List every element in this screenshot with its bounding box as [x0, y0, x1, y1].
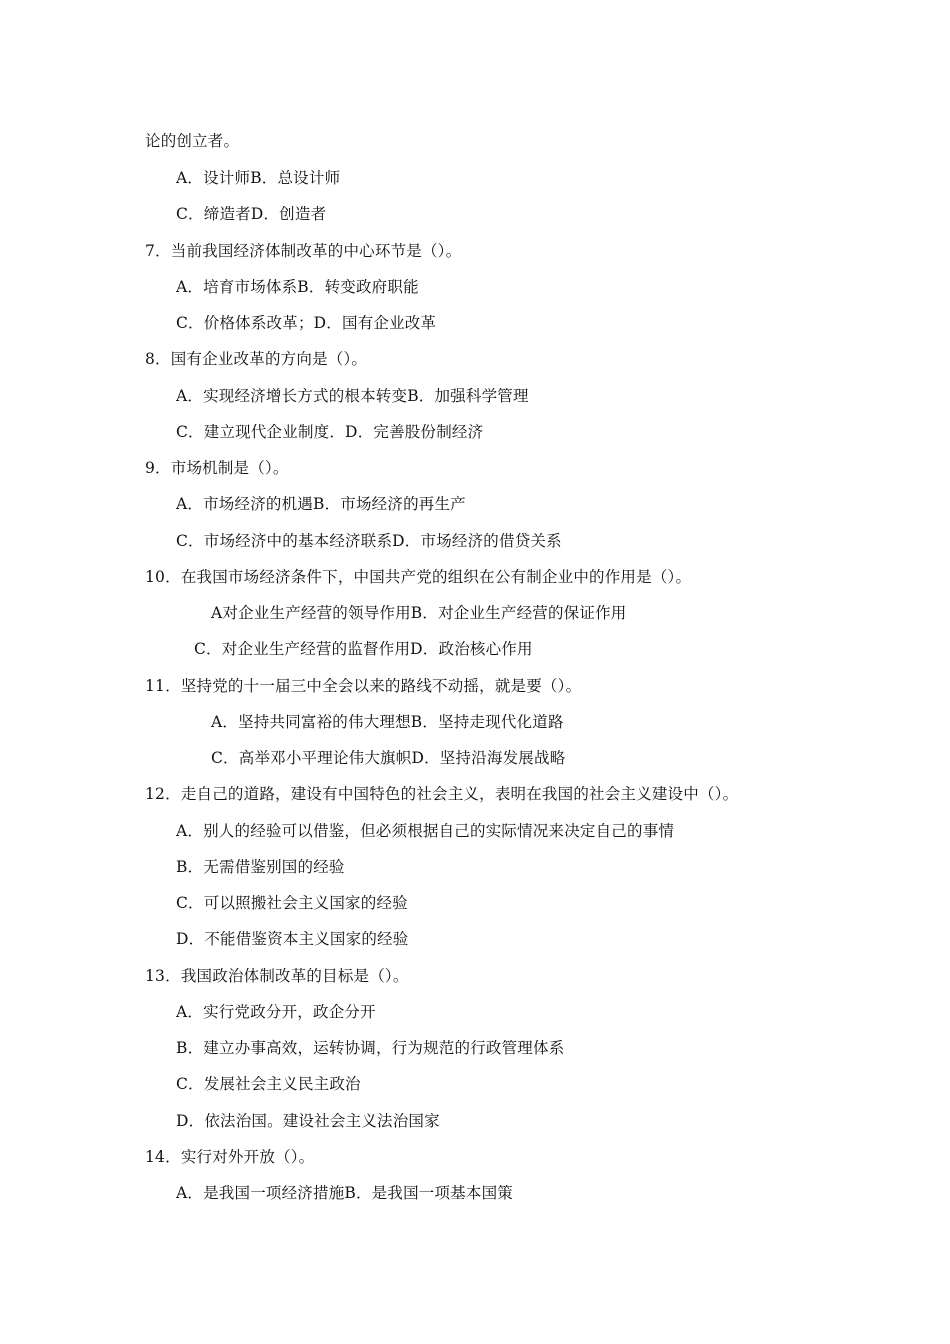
option-line: D．依法治国。建设社会主义法治国家 — [176, 1112, 440, 1130]
option-line: C．建立现代企业制度．D．完善股份制经济 — [176, 423, 484, 441]
option-line: C．价格体系改革；D．国有企业改革 — [176, 314, 437, 332]
option-line: A．实行党政分开，政企分开 — [176, 1003, 376, 1021]
option-line: B．建立办事高效，运转协调，行为规范的行政管理体系 — [176, 1039, 565, 1057]
option-line: A．市场经济的机遇B．市场经济的再生产 — [176, 495, 466, 513]
option-line: A．别人的经验可以借鉴，但必须根据自己的实际情况来决定自己的事情 — [176, 822, 675, 840]
option-line: A．设计师B．总设计师 — [176, 169, 341, 187]
option-line: C．市场经济中的基本经济联系D．市场经济的借贷关系 — [176, 532, 562, 550]
option-line: C．缔造者D．创造者 — [176, 205, 327, 223]
option-line: C．发展社会主义民主政治 — [176, 1075, 361, 1093]
question-11: 11．坚持党的十一届三中全会以来的路线不动摇，就是要（）。 — [145, 677, 582, 695]
option-line: C．可以照搬社会主义国家的经验 — [176, 894, 408, 912]
question-12: 12．走自己的道路，建设有中国特色的社会主义，表明在我国的社会主义建设中（）。 — [145, 785, 739, 803]
question-13: 13．我国政治体制改革的目标是（）。 — [145, 967, 409, 985]
option-line: A．坚持共同富裕的伟大理想B．坚持走现代化道路 — [211, 713, 564, 731]
option-line: A．是我国一项经济措施B．是我国一项基本国策 — [176, 1184, 513, 1202]
question-7: 7．当前我国经济体制改革的中心环节是（）。 — [145, 242, 462, 260]
option-line: A对企业生产经营的领导作用B．对企业生产经营的保证作用 — [211, 604, 627, 622]
option-line: C．对企业生产经营的监督作用D．政治核心作用 — [194, 640, 533, 658]
option-line: D．不能借鉴资本主义国家的经验 — [176, 930, 409, 948]
option-line: B．无需借鉴别国的经验 — [176, 858, 345, 876]
option-line: A．培育市场体系B．转变政府职能 — [176, 278, 419, 296]
option-line: A．实现经济增长方式的根本转变B．加强科学管理 — [176, 387, 529, 405]
question-14: 14．实行对外开放（）。 — [145, 1148, 315, 1166]
question-8: 8．国有企业改革的方向是（）。 — [145, 350, 368, 368]
question-10: 10．在我国市场经济条件下，中国共产党的组织在公有制企业中的作用是（）。 — [145, 568, 692, 586]
text-line-continuation: 论的创立者。 — [145, 132, 240, 150]
question-9: 9．市场机制是（）。 — [145, 459, 289, 477]
option-line: C．高举邓小平理论伟大旗帜D．坚持沿海发展战略 — [211, 749, 566, 767]
